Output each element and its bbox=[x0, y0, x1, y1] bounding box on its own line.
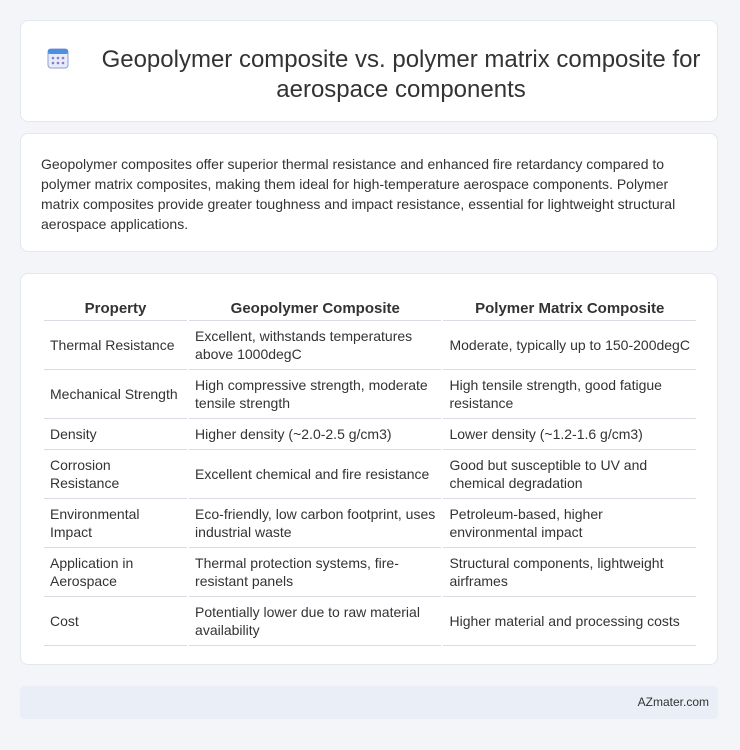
table-row bbox=[44, 450, 696, 499]
summary-card bbox=[20, 133, 718, 252]
title-card bbox=[20, 20, 718, 122]
geopolymer-cell: High compressive strength, moderate tensile strength bbox=[189, 370, 441, 419]
header-property: Property bbox=[44, 296, 187, 321]
geopolymer-cell: Thermal protection systems, fire-resistant panels bbox=[189, 548, 441, 597]
table-row bbox=[44, 548, 696, 597]
polymer-matrix-cell: Higher material and processing costs bbox=[443, 597, 696, 646]
comparison-table bbox=[42, 296, 698, 646]
property-cell: Mechanical Strength bbox=[44, 370, 187, 419]
table-row bbox=[44, 321, 696, 370]
polymer-matrix-cell: Moderate, typically up to 150-200degC bbox=[443, 321, 696, 370]
geopolymer-cell: Higher density (~2.0-2.5 g/cm3) bbox=[189, 419, 441, 450]
geopolymer-cell: Eco-friendly, low carbon footprint, uses industrial waste bbox=[189, 499, 441, 548]
footer-brand-link[interactable]: AZmater.com bbox=[637, 695, 709, 709]
summary-text: Geopolymer composites offer superior thermal resistance and enhanced fire retardancy compared to polymer matrix composites, making them ideal for high-temperature aerospace components. Polymer matrix composites provide greater toughness and impact resistance, essential for lightweight structural aerospace applications. bbox=[41, 156, 676, 232]
geopolymer-cell: Excellent chemical and fire resistance bbox=[189, 450, 441, 499]
table-header-row bbox=[44, 296, 696, 321]
footer-bar bbox=[20, 686, 718, 719]
page-title: Geopolymer composite vs. polymer matrix composite for aerospace components bbox=[101, 46, 701, 103]
table-row bbox=[44, 419, 696, 450]
header-geopolymer: Geopolymer Composite bbox=[189, 296, 441, 321]
table-row bbox=[44, 499, 696, 548]
table-row bbox=[44, 597, 696, 646]
polymer-matrix-cell: Petroleum-based, higher environmental impact bbox=[443, 499, 696, 548]
polymer-matrix-cell: Good but susceptible to UV and chemical degradation bbox=[443, 450, 696, 499]
table-row bbox=[44, 370, 696, 419]
property-cell: Corrosion Resistance bbox=[44, 450, 187, 499]
polymer-matrix-cell: Lower density (~1.2-1.6 g/cm3) bbox=[443, 419, 696, 450]
header-polymer-matrix: Polymer Matrix Composite bbox=[443, 296, 696, 321]
geopolymer-cell: Potentially lower due to raw material availability bbox=[189, 597, 441, 646]
comparison-table-card bbox=[20, 273, 718, 665]
polymer-matrix-cell: Structural components, lightweight airframes bbox=[443, 548, 696, 597]
geopolymer-cell: Excellent, withstands temperatures above 1000degC bbox=[189, 321, 441, 370]
polymer-matrix-cell: High tensile strength, good fatigue resistance bbox=[443, 370, 696, 419]
property-cell: Thermal Resistance bbox=[44, 321, 187, 370]
property-cell: Density bbox=[44, 419, 187, 450]
property-cell: Application in Aerospace bbox=[44, 548, 187, 597]
property-cell: Cost bbox=[44, 597, 187, 646]
property-cell: Environmental Impact bbox=[44, 499, 187, 548]
